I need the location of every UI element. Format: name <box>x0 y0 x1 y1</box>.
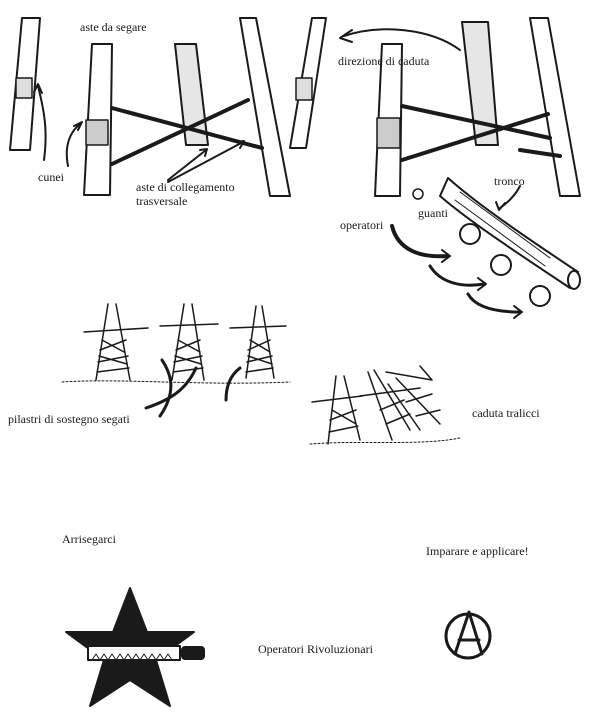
saw-star-emblem-icon <box>66 588 204 706</box>
three-pylons-drawing <box>62 304 290 416</box>
label-cunei: cunei <box>38 170 64 184</box>
falling-pylons-drawing <box>310 366 460 444</box>
label-direzione-di-caduta: direzione di caduta <box>338 54 430 68</box>
circle-a-icon <box>446 612 490 658</box>
label-arrisegarci: Arrisegarci <box>62 532 116 546</box>
label-tronco: tronco <box>494 174 525 188</box>
label-operatori: operatori <box>340 218 384 232</box>
label-imparare-e-applicare: Imparare e applicare! <box>426 544 529 558</box>
label-guanti: guanti <box>418 206 448 220</box>
label-caduta-tralicci: caduta tralicci <box>472 406 540 420</box>
label-aste-da-segare: aste da segare <box>80 20 147 34</box>
label-pilastri-segati: pilastri di sostegno segati <box>8 412 130 426</box>
label-operatori-rivoluzionari: Operatori Rivoluzionari <box>258 642 373 656</box>
tower-legs-after-drawing <box>290 18 580 318</box>
label-aste-collegamento-1: aste di collegamento <box>136 180 235 194</box>
label-aste-collegamento-2: trasversale <box>136 194 188 208</box>
